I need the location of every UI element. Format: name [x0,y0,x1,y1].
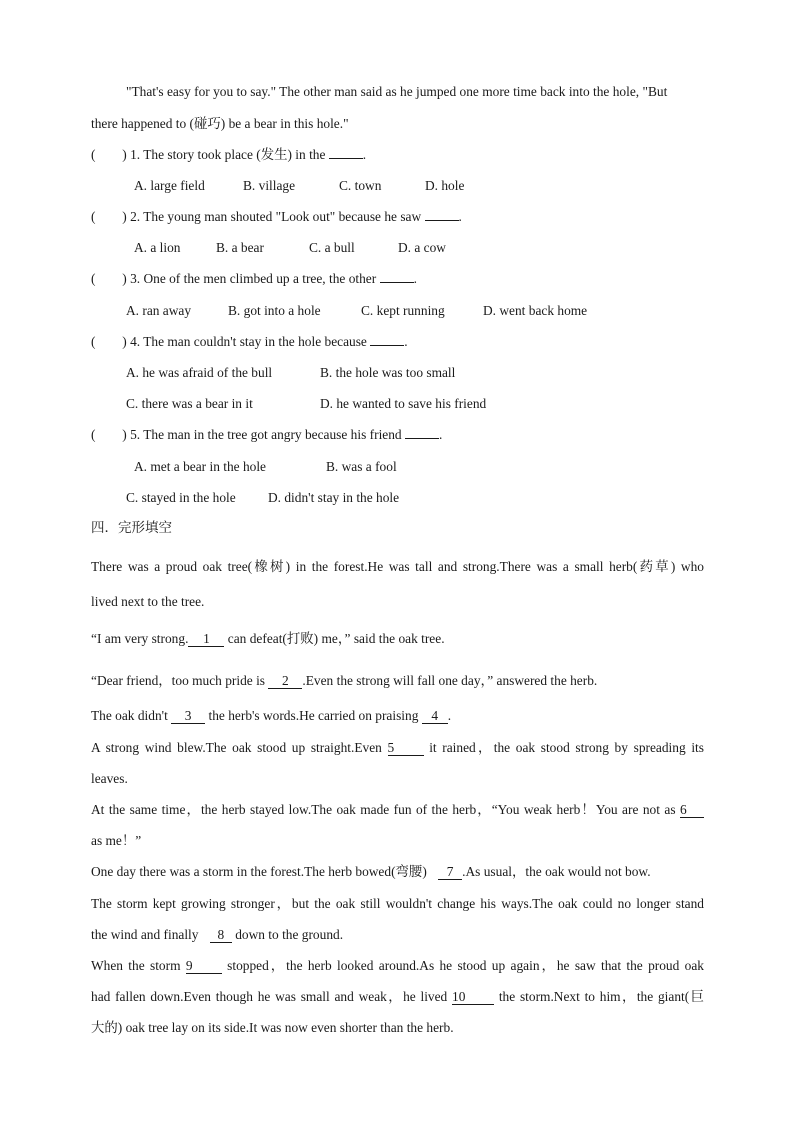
option-c: C. there was a bear in it [126,396,253,411]
option-a: A. a lion [134,240,181,255]
option-b: B. village [243,178,296,193]
option-a: A. met a bear in the hole [134,459,266,474]
blank-number[interactable]: 1 [188,631,224,647]
cloze-line: had fallen down.Even though he was small and weak，he lived 10 the storm.Next to him，the giant(巨 [91,989,705,1004]
cloze-line: The oak didn't 3 the herb's words.He carried on praising 4 . [91,708,452,723]
question-3: ( ) 3. One of the men climbed up a tree, the other . [91,271,417,286]
option-d: D. went back home [483,303,588,318]
question-stem: 4. The man couldn't stay in the hole because [130,334,367,349]
question-stem: 3. One of the men climbed up a tree, the other [130,271,377,286]
option-b: B. the hole was too small [320,365,456,380]
blank-number[interactable]: 4 [422,708,448,724]
blank-number[interactable]: 8 [210,927,232,943]
cloze-line: At the same time，the herb stayed low.The oak made fun of the herb，“You weak herb！You are not as 6 [91,801,704,818]
option-a: A. he was afraid of the bull [126,365,273,380]
question-stem: 1. The story took place (发生) in the [130,147,326,162]
blank-number[interactable]: 9 [186,958,222,974]
option-c: C. town [339,178,382,193]
option-d: D. he wanted to save his friend [320,396,487,411]
cloze-line: A strong wind blew.The oak stood up straight.Even 5 it rained，the oak stood strong by spreading its [91,740,704,755]
blank-number[interactable]: 10 [452,989,494,1005]
question-5: ( ) 5. The man in the tree got angry because his friend . [91,427,443,442]
option-d: D. a cow [398,240,446,255]
cloze-line: lived next to the tree. [91,594,205,609]
answer-bracket[interactable]: ( ) [91,147,127,162]
passage-line: there happened to (碰巧) be a bear in this hole." [91,116,349,131]
question-2: ( ) 2. The young man shouted "Look out" because he saw . [91,209,462,224]
cloze-line: the wind and finally 8 down to the ground. [91,927,344,942]
blank-number[interactable]: 2 [268,673,302,689]
answer-blank [380,270,414,283]
cloze-line: The storm kept growing stronger，but the oak still wouldn't change his ways.The oak could no longer stand [91,896,704,911]
option-a: A. ran away [126,303,192,318]
cloze-line: When the storm 9 stopped，the herb looked around.As he stood up again，he saw that the proud oak [91,958,704,973]
cloze-line: There was a proud oak tree(橡树) in the forest.He was tall and strong.There was a small herb(药草) who [91,559,704,574]
cloze-line: “I am very strong. 1 can defeat(打败) me，” said the oak tree. [91,631,445,646]
blank-number[interactable]: 6 [680,802,704,818]
option-b: B. a bear [216,240,264,255]
option-d: D. hole [425,178,465,193]
question-stem: 2. The young man shouted "Look out" because he saw [130,209,422,224]
option-c: C. kept running [361,303,445,318]
blank-number[interactable]: 5 [388,740,424,756]
cloze-line: as me！” [91,833,142,848]
passage-line: "That's easy for you to say." The other man said as he jumped one more time back into the hole, "But [126,84,668,99]
blank-number[interactable]: 3 [171,708,205,724]
cloze-line: 大的) oak tree lay on its side.It was now even shorter than the herb. [91,1020,454,1035]
section-heading: 四．完形填空 [91,520,172,536]
answer-bracket[interactable]: ( ) [91,271,127,286]
answer-blank [425,208,459,221]
answer-bracket[interactable]: ( ) [91,427,127,442]
option-d: D. didn't stay in the hole [268,490,400,505]
cloze-line: “Dear friend，too much pride is 2 .Even the strong will fall one day，” answered the herb. [91,673,598,688]
option-c: C. stayed in the hole [126,490,236,505]
question-1: ( ) 1. The story took place (发生) in the . [91,147,367,162]
answer-bracket[interactable]: ( ) [91,209,127,224]
option-c: C. a bull [309,240,355,255]
question-stem: 5. The man in the tree got angry because his friend [130,427,402,442]
option-b: B. was a fool [326,459,397,474]
option-b: B. got into a hole [228,303,321,318]
cloze-line: leaves. [91,771,128,786]
answer-blank [329,146,363,159]
question-4: ( ) 4. The man couldn't stay in the hole because . [91,334,408,349]
answer-bracket[interactable]: ( ) [91,334,127,349]
option-a: A. large field [134,178,205,193]
cloze-line: One day there was a storm in the forest.The herb bowed(弯腰) 7 .As usual，the oak would not bow. [91,864,651,879]
answer-blank [405,426,439,439]
answer-blank [370,333,404,346]
blank-number[interactable]: 7 [438,864,462,880]
